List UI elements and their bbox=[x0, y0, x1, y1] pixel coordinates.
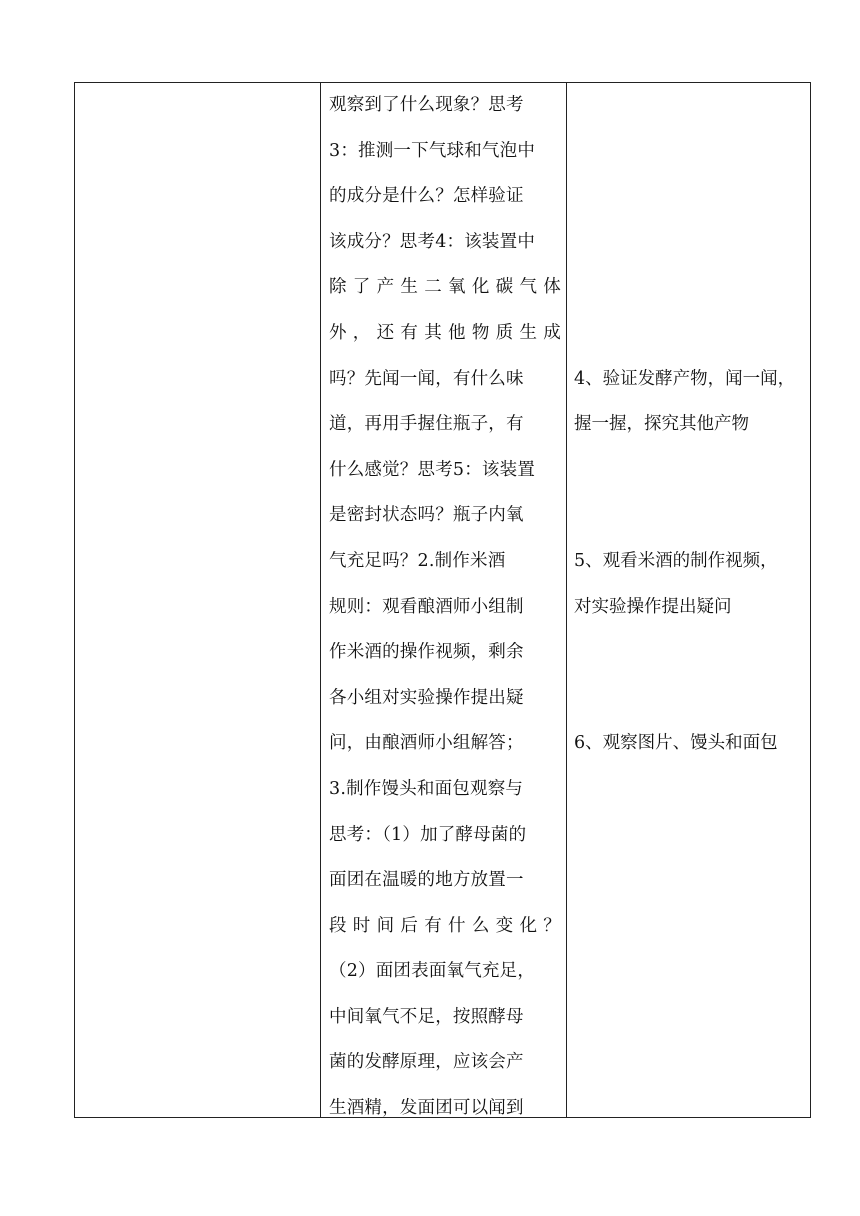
text-line: 握一握，探究其他产物 bbox=[574, 414, 749, 435]
column-divider-right bbox=[566, 83, 567, 1117]
text-line: 是密封状态吗？瓶子内氧 bbox=[329, 505, 524, 526]
text-line: 3：推测一下气球和气泡中 bbox=[329, 140, 536, 161]
text-line: 6、观察图片、馒头和面包 bbox=[574, 733, 778, 754]
column-divider-left bbox=[320, 83, 321, 1117]
text-line: 问，由酿酒师小组解答； bbox=[329, 733, 524, 754]
text-line: 4、验证发酵产物，闻一闻， bbox=[574, 368, 796, 389]
text-line: 气充足吗？2.制作米酒 bbox=[329, 550, 506, 571]
text-line: 的成分是什么？怎样验证 bbox=[329, 186, 524, 207]
text-line: 菌的发酵原理，应该会产 bbox=[329, 1052, 524, 1073]
text-line: 面团在温暖的地方放置一 bbox=[329, 870, 524, 891]
text-line: 观察到了什么现象？思考 bbox=[329, 95, 524, 115]
text-line: 道，再用手握住瓶子，有 bbox=[329, 414, 524, 435]
text-line: 什么感觉？思考5：该装置 bbox=[329, 459, 536, 480]
text-line: 5、观看米酒的制作视频， bbox=[574, 551, 778, 571]
student-activity-item-4 bbox=[574, 357, 810, 448]
text-line: 思考：（1）加了酵母菌的 bbox=[329, 824, 527, 845]
student-activity-item-5 bbox=[574, 539, 810, 630]
text-line: 除了产生二氧化碳气体 bbox=[329, 277, 561, 298]
text-line: （2）面团表面氧气充足， bbox=[329, 961, 536, 982]
text-line: 段时间后有什么变化？ bbox=[329, 915, 561, 936]
text-line: 对实验操作提出疑问 bbox=[574, 596, 732, 617]
text-line: 中间氧气不足，按照酵母 bbox=[329, 1006, 524, 1027]
text-line: 该成分？思考4：该装置中 bbox=[329, 231, 536, 252]
student-activity-item-6 bbox=[574, 721, 810, 767]
teacher-activity-cell bbox=[329, 83, 561, 1132]
lesson-table bbox=[74, 82, 811, 1118]
text-line: 3.制作馒头和面包观察与 bbox=[329, 778, 524, 799]
text-line: 吗？先闻一闻，有什么味 bbox=[329, 368, 524, 389]
text-line: 作米酒的操作视频，剩余 bbox=[329, 642, 524, 663]
text-line: 规则：观看酿酒师小组制 bbox=[329, 596, 524, 617]
text-line: 各小组对实验操作提出疑 bbox=[329, 687, 524, 708]
text-line: 生酒精，发面团可以闻到 bbox=[329, 1098, 524, 1119]
text-line: 外，还有其他物质生成 bbox=[329, 322, 561, 343]
